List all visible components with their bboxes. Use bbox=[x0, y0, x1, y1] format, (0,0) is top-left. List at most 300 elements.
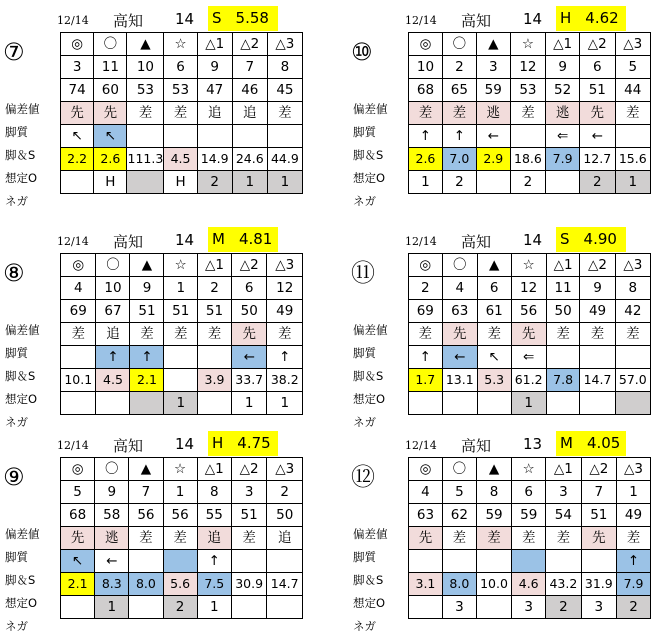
legs-cell bbox=[546, 346, 580, 369]
dev-cell: 58 bbox=[95, 504, 129, 527]
dev-cell: 65 bbox=[442, 79, 476, 102]
grid-row-odds bbox=[61, 369, 303, 392]
odds-cell: 2.6 bbox=[94, 148, 127, 171]
dev-cell: 69 bbox=[409, 300, 443, 323]
marks-cell: △2 bbox=[231, 458, 267, 481]
race-header bbox=[3, 6, 303, 32]
row-label: 想定O bbox=[353, 171, 386, 185]
odds-cell: 44.9 bbox=[267, 148, 302, 171]
style-cell: 差 bbox=[477, 323, 511, 346]
marks-cell: ▲ bbox=[127, 33, 164, 56]
race-block bbox=[3, 6, 303, 208]
row-label: 想定O bbox=[353, 392, 386, 406]
legs-cell bbox=[512, 550, 546, 573]
odds-cell: 7.9 bbox=[546, 148, 580, 171]
dev-cell: 63 bbox=[442, 300, 477, 323]
grid-row-horses bbox=[61, 481, 303, 504]
legs-cell: ← bbox=[442, 346, 477, 369]
nega-cell bbox=[615, 392, 650, 415]
style-cell: 逃 bbox=[546, 102, 580, 125]
style-cell: 差 bbox=[442, 527, 476, 550]
nega-cell: 3 bbox=[581, 596, 616, 619]
row-label: 脚＆S bbox=[5, 148, 36, 162]
legs-cell: ↖ bbox=[61, 550, 95, 573]
horses-cell: 2 bbox=[267, 481, 303, 504]
runner-count: 14 bbox=[523, 231, 543, 249]
nega-cell bbox=[197, 392, 231, 415]
row-label: 脚＆S bbox=[5, 573, 36, 587]
dev-cell: 60 bbox=[94, 79, 127, 102]
dev-cell: 59 bbox=[476, 504, 511, 527]
legs-cell: ↑ bbox=[267, 346, 303, 369]
grid-row-marks bbox=[61, 33, 303, 56]
marks-cell: △3 bbox=[617, 458, 651, 481]
runner-count: 14 bbox=[175, 231, 195, 249]
grade-letter: S bbox=[560, 230, 570, 248]
grid-row-legs bbox=[61, 346, 303, 369]
odds-cell: 111.3 bbox=[127, 148, 164, 171]
nega-cell: 2 bbox=[617, 596, 651, 619]
style-cell: 追 bbox=[267, 527, 303, 550]
marks-cell: ▲ bbox=[476, 458, 511, 481]
style-cell: 先 bbox=[511, 323, 546, 346]
marks-cell: 〇 bbox=[442, 33, 476, 56]
style-cell: 差 bbox=[615, 323, 650, 346]
horses-cell: 2 bbox=[197, 277, 231, 300]
horses-cell: 4 bbox=[442, 277, 477, 300]
odds-cell: 18.6 bbox=[510, 148, 545, 171]
grade-letter: M bbox=[212, 230, 225, 248]
odds-cell: 2.1 bbox=[130, 369, 164, 392]
grade-badge bbox=[556, 6, 626, 31]
odds-cell: 61.2 bbox=[511, 369, 546, 392]
nega-cell: 2 bbox=[580, 171, 615, 194]
grid-row-nega bbox=[61, 392, 303, 415]
row-label: 脚質 bbox=[353, 125, 376, 139]
horses-cell: 6 bbox=[164, 56, 197, 79]
style-cell: 差 bbox=[617, 527, 651, 550]
odds-cell: 2.9 bbox=[476, 148, 510, 171]
grid-row-style bbox=[61, 102, 303, 125]
nega-cell: 1 bbox=[197, 596, 231, 619]
style-cell: 差 bbox=[615, 102, 651, 125]
legs-cell bbox=[581, 550, 616, 573]
style-cell: 先 bbox=[409, 527, 443, 550]
race-number: ⑦ bbox=[3, 38, 25, 66]
odds-cell: 38.2 bbox=[267, 369, 303, 392]
grade-badge bbox=[556, 431, 626, 456]
venue-name: 高知 bbox=[113, 12, 144, 30]
marks-cell: ◎ bbox=[409, 254, 443, 277]
legs-cell: ↑ bbox=[96, 346, 130, 369]
odds-cell bbox=[164, 369, 198, 392]
legs-cell: ↑ bbox=[617, 550, 651, 573]
race-date: 12/14 bbox=[57, 235, 89, 248]
dev-cell: 42 bbox=[615, 300, 650, 323]
odds-cell: 3.9 bbox=[197, 369, 231, 392]
nega-cell bbox=[442, 392, 477, 415]
dev-cell: 56 bbox=[511, 300, 546, 323]
grid-row-dev bbox=[409, 79, 651, 102]
style-cell: 差 bbox=[129, 527, 163, 550]
style-cell: 差 bbox=[267, 102, 302, 125]
grade-score: 4.90 bbox=[583, 230, 617, 248]
dev-cell: 53 bbox=[510, 79, 545, 102]
odds-cell: 2.2 bbox=[61, 148, 94, 171]
grid-row-legs bbox=[61, 550, 303, 573]
marks-cell: 〇 bbox=[442, 458, 476, 481]
row-label: ネガ bbox=[353, 619, 376, 633]
row-label: ネガ bbox=[5, 619, 28, 633]
nega-cell: 1 bbox=[164, 392, 198, 415]
odds-cell: 14.9 bbox=[197, 148, 232, 171]
dev-cell: 68 bbox=[61, 504, 95, 527]
prediction-grid bbox=[60, 457, 303, 619]
horses-cell: 12 bbox=[510, 56, 545, 79]
grid-row-dev bbox=[409, 504, 651, 527]
row-label: ネガ bbox=[5, 194, 28, 208]
dev-cell: 49 bbox=[267, 300, 303, 323]
grid-row-style bbox=[409, 527, 651, 550]
race-date: 12/14 bbox=[57, 439, 89, 452]
legs-cell: ← bbox=[580, 125, 615, 148]
grid-row-dev bbox=[61, 504, 303, 527]
dev-cell: 44 bbox=[615, 79, 651, 102]
legs-cell bbox=[510, 125, 545, 148]
race-block bbox=[3, 227, 303, 429]
horses-cell: 3 bbox=[476, 56, 510, 79]
dev-cell: 68 bbox=[409, 79, 443, 102]
horses-cell: 1 bbox=[163, 481, 197, 504]
odds-cell: 2.6 bbox=[409, 148, 443, 171]
row-label: 脚質 bbox=[5, 346, 28, 360]
horses-cell: 10 bbox=[409, 56, 443, 79]
legs-cell: ↖ bbox=[477, 346, 511, 369]
marks-cell: △3 bbox=[615, 33, 651, 56]
legs-cell bbox=[267, 125, 302, 148]
dev-cell: 53 bbox=[164, 79, 197, 102]
dev-cell: 49 bbox=[617, 504, 651, 527]
nega-cell bbox=[61, 392, 96, 415]
dev-cell: 51 bbox=[231, 504, 267, 527]
grid-row-style bbox=[409, 102, 651, 125]
grid-row-marks bbox=[409, 33, 651, 56]
nega-cell: 3 bbox=[512, 596, 546, 619]
marks-cell: ◎ bbox=[61, 458, 95, 481]
nega-cell: H bbox=[94, 171, 127, 194]
legs-cell bbox=[129, 550, 163, 573]
dev-cell: 62 bbox=[442, 504, 476, 527]
legs-cell: ↑ bbox=[197, 550, 231, 573]
marks-cell: 〇 bbox=[96, 254, 130, 277]
nega-cell bbox=[130, 392, 164, 415]
horses-cell: 3 bbox=[231, 481, 267, 504]
legs-cell bbox=[615, 125, 651, 148]
nega-cell: 2 bbox=[546, 596, 581, 619]
marks-cell: ☆ bbox=[511, 254, 546, 277]
odds-cell: 10.0 bbox=[476, 573, 511, 596]
legs-cell bbox=[61, 346, 96, 369]
odds-cell: 4.6 bbox=[512, 573, 546, 596]
style-cell: 先 bbox=[231, 323, 266, 346]
venue-name: 高知 bbox=[461, 437, 492, 455]
race-number: ⑨ bbox=[3, 463, 25, 491]
legs-cell bbox=[267, 550, 303, 573]
row-label: ネガ bbox=[353, 415, 376, 429]
race-date: 12/14 bbox=[405, 235, 437, 248]
race-header bbox=[351, 6, 651, 32]
legs-cell: ⇐ bbox=[511, 346, 546, 369]
grade-letter: S bbox=[212, 9, 222, 27]
style-cell: 差 bbox=[580, 323, 615, 346]
dev-cell: 54 bbox=[546, 504, 581, 527]
dev-cell: 69 bbox=[61, 300, 96, 323]
style-cell: 追 bbox=[197, 527, 231, 550]
prediction-grid bbox=[408, 457, 651, 619]
marks-cell: ☆ bbox=[510, 33, 545, 56]
legs-cell bbox=[231, 550, 267, 573]
dev-cell: 51 bbox=[581, 504, 616, 527]
style-cell: 差 bbox=[127, 102, 164, 125]
legs-cell bbox=[409, 550, 443, 573]
marks-cell: ◎ bbox=[409, 458, 443, 481]
odds-cell: 14.7 bbox=[267, 573, 303, 596]
odds-cell: 2.1 bbox=[61, 573, 95, 596]
legs-cell bbox=[615, 346, 650, 369]
dev-cell: 51 bbox=[580, 79, 615, 102]
odds-cell: 7.5 bbox=[197, 573, 231, 596]
nega-cell: 2 bbox=[163, 596, 197, 619]
horses-cell: 4 bbox=[409, 481, 443, 504]
grid-row-nega bbox=[409, 171, 651, 194]
marks-cell: △1 bbox=[197, 458, 231, 481]
marks-cell: △1 bbox=[546, 33, 580, 56]
grid-row-odds bbox=[409, 369, 651, 392]
grid-row-legs bbox=[61, 125, 303, 148]
grade-score: 5.58 bbox=[235, 9, 269, 27]
odds-cell: 12.7 bbox=[580, 148, 615, 171]
style-cell: 先 bbox=[61, 527, 95, 550]
legs-cell: ↑ bbox=[130, 346, 164, 369]
odds-cell: 7.8 bbox=[546, 369, 580, 392]
style-cell: 差 bbox=[130, 323, 164, 346]
style-cell: 差 bbox=[61, 323, 96, 346]
row-label: 偏差値 bbox=[353, 102, 388, 116]
marks-cell: ◎ bbox=[61, 33, 94, 56]
dev-cell: 50 bbox=[546, 300, 580, 323]
style-cell: 先 bbox=[94, 102, 127, 125]
horses-cell: 3 bbox=[61, 56, 94, 79]
grade-letter: H bbox=[212, 434, 224, 452]
style-cell: 差 bbox=[164, 323, 198, 346]
nega-cell bbox=[580, 392, 615, 415]
horses-cell: 1 bbox=[164, 277, 198, 300]
horses-cell: 3 bbox=[546, 481, 581, 504]
odds-cell: 5.3 bbox=[477, 369, 511, 392]
dev-cell: 53 bbox=[127, 79, 164, 102]
row-label: 想定O bbox=[353, 596, 386, 610]
grade-score: 4.62 bbox=[585, 9, 619, 27]
nega-cell bbox=[231, 596, 267, 619]
nega-cell: 1 bbox=[409, 171, 443, 194]
marks-cell: △2 bbox=[580, 254, 615, 277]
style-cell: 差 bbox=[231, 527, 267, 550]
marks-cell: △2 bbox=[231, 254, 266, 277]
nega-cell: 1 bbox=[511, 392, 546, 415]
style-cell: 先 bbox=[581, 527, 616, 550]
style-cell: 先 bbox=[580, 102, 615, 125]
grid-row-nega bbox=[61, 171, 303, 194]
marks-cell: ◎ bbox=[61, 254, 96, 277]
nega-cell bbox=[61, 171, 94, 194]
horses-cell: 11 bbox=[546, 277, 580, 300]
marks-cell: ☆ bbox=[164, 254, 198, 277]
legs-cell: ↑ bbox=[409, 125, 443, 148]
nega-cell bbox=[409, 596, 443, 619]
marks-cell: ▲ bbox=[130, 254, 164, 277]
row-label: 偏差値 bbox=[5, 102, 40, 116]
marks-cell: △2 bbox=[580, 33, 615, 56]
odds-cell: 31.9 bbox=[581, 573, 616, 596]
dev-cell: 52 bbox=[546, 79, 580, 102]
horses-cell: 4 bbox=[61, 277, 96, 300]
runner-count: 14 bbox=[175, 435, 195, 453]
race-header bbox=[351, 431, 651, 457]
style-cell: 差 bbox=[409, 102, 443, 125]
prediction-grid bbox=[60, 253, 303, 415]
marks-cell: 〇 bbox=[95, 458, 129, 481]
odds-cell: 10.1 bbox=[61, 369, 96, 392]
venue-name: 高知 bbox=[113, 437, 144, 455]
horses-cell: 6 bbox=[512, 481, 546, 504]
row-label: 偏差値 bbox=[353, 323, 388, 337]
grade-badge bbox=[208, 431, 278, 456]
grid-row-nega bbox=[409, 596, 651, 619]
horses-cell: 7 bbox=[232, 56, 267, 79]
style-cell: 差 bbox=[163, 527, 197, 550]
marks-cell: ▲ bbox=[476, 33, 510, 56]
race-number: ⑧ bbox=[3, 259, 25, 287]
legs-cell: ← bbox=[95, 550, 129, 573]
odds-cell: 57.0 bbox=[615, 369, 650, 392]
legs-cell bbox=[164, 125, 197, 148]
grid-row-horses bbox=[409, 277, 651, 300]
style-cell: 先 bbox=[61, 102, 94, 125]
row-label: 脚質 bbox=[5, 550, 28, 564]
style-cell: 差 bbox=[409, 323, 443, 346]
grade-score: 4.81 bbox=[238, 230, 273, 248]
grade-score: 4.05 bbox=[586, 434, 621, 452]
odds-cell: 4.5 bbox=[96, 369, 130, 392]
odds-cell: 7.9 bbox=[617, 573, 651, 596]
style-cell: 差 bbox=[442, 102, 476, 125]
odds-cell: 13.1 bbox=[442, 369, 477, 392]
row-label: 脚＆S bbox=[353, 573, 384, 587]
grid-row-nega bbox=[409, 392, 651, 415]
legs-cell bbox=[580, 346, 615, 369]
nega-cell bbox=[127, 171, 164, 194]
horses-cell: 8 bbox=[267, 56, 302, 79]
horses-cell: 6 bbox=[231, 277, 266, 300]
dev-cell: 59 bbox=[476, 79, 510, 102]
horses-cell: 9 bbox=[130, 277, 164, 300]
style-cell: 差 bbox=[512, 527, 546, 550]
grid-row-dev bbox=[409, 300, 651, 323]
marks-cell: △3 bbox=[615, 254, 650, 277]
race-date: 12/14 bbox=[405, 14, 437, 27]
grid-row-marks bbox=[409, 254, 651, 277]
marks-cell: △2 bbox=[581, 458, 616, 481]
odds-cell: 14.7 bbox=[580, 369, 615, 392]
dev-cell: 49 bbox=[580, 300, 615, 323]
odds-cell: 4.5 bbox=[164, 148, 197, 171]
legs-cell: ↖ bbox=[61, 125, 94, 148]
horses-cell: 6 bbox=[477, 277, 511, 300]
horses-cell: 5 bbox=[442, 481, 476, 504]
style-cell: 差 bbox=[546, 527, 581, 550]
prediction-grid bbox=[408, 32, 651, 194]
marks-cell: △1 bbox=[197, 254, 231, 277]
dev-cell: 50 bbox=[267, 504, 303, 527]
legs-cell bbox=[476, 550, 511, 573]
race-number: ⑫ bbox=[351, 463, 375, 491]
legs-cell bbox=[442, 550, 476, 573]
grid-row-dev bbox=[61, 300, 303, 323]
dev-cell: 55 bbox=[197, 504, 231, 527]
dev-cell: 67 bbox=[96, 300, 130, 323]
grid-row-marks bbox=[409, 458, 651, 481]
nega-cell: 1 bbox=[232, 171, 267, 194]
venue-name: 高知 bbox=[461, 12, 492, 30]
horses-cell: 5 bbox=[615, 56, 651, 79]
odds-cell: 7.0 bbox=[442, 148, 476, 171]
grid-row-horses bbox=[409, 481, 651, 504]
dev-cell: 50 bbox=[231, 300, 266, 323]
legs-cell: ↖ bbox=[94, 125, 127, 148]
race-block bbox=[351, 6, 651, 208]
grid-row-legs bbox=[409, 346, 651, 369]
nega-cell: 2 bbox=[442, 171, 476, 194]
odds-cell: 24.6 bbox=[232, 148, 267, 171]
row-label: 脚＆S bbox=[353, 369, 384, 383]
odds-cell: 5.6 bbox=[163, 573, 197, 596]
dev-cell: 46 bbox=[232, 79, 267, 102]
horses-cell: 1 bbox=[617, 481, 651, 504]
marks-cell: △3 bbox=[267, 254, 303, 277]
odds-cell: 8.0 bbox=[129, 573, 163, 596]
grid-row-horses bbox=[409, 56, 651, 79]
legs-cell bbox=[232, 125, 267, 148]
nega-cell: 2 bbox=[197, 171, 232, 194]
dev-cell: 56 bbox=[163, 504, 197, 527]
style-cell: 追 bbox=[232, 102, 267, 125]
nega-cell: 1 bbox=[95, 596, 129, 619]
marks-cell: △3 bbox=[267, 458, 303, 481]
legs-cell bbox=[197, 125, 232, 148]
grid-row-marks bbox=[61, 458, 303, 481]
race-header bbox=[351, 227, 651, 253]
grade-score: 4.75 bbox=[237, 434, 271, 452]
odds-cell: 43.2 bbox=[546, 573, 581, 596]
legs-cell: ↑ bbox=[442, 125, 476, 148]
nega-cell bbox=[129, 596, 163, 619]
legs-cell: ⇐ bbox=[546, 125, 580, 148]
grid-row-odds bbox=[409, 573, 651, 596]
legs-cell bbox=[163, 550, 197, 573]
grid-row-legs bbox=[409, 125, 651, 148]
marks-cell: ☆ bbox=[164, 33, 197, 56]
row-label: 想定O bbox=[5, 392, 38, 406]
